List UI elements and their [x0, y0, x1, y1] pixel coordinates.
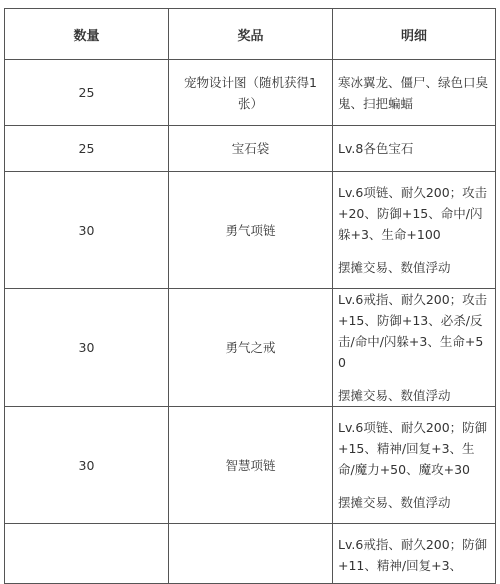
quantity-cell: 25 — [5, 60, 169, 126]
detail-cell — [333, 524, 496, 584]
table-row — [5, 172, 496, 289]
prize-cell: 智慧项链 — [169, 407, 333, 524]
prize-cell — [169, 524, 333, 584]
detail-cell — [333, 172, 496, 289]
detail-text: Lv.6戒指、耐久200；攻击+15、防御+13、必杀/反击/命中/闪躲+3、生命+50 — [338, 292, 488, 370]
prize-cell: 勇气项链 — [169, 172, 333, 289]
table-row — [5, 126, 496, 172]
reward-table — [4, 8, 496, 584]
table-row — [5, 289, 496, 407]
header-prize: 奖品 — [169, 9, 333, 60]
detail-text: Lv.8各色宝石 — [338, 141, 414, 156]
quantity-cell: 30 — [5, 172, 169, 289]
header-quantity: 数量 — [5, 9, 169, 60]
quantity-cell — [5, 524, 169, 584]
detail-note: 摆摊交易、数值浮动 — [338, 388, 451, 403]
detail-note: 摆摊交易、数值浮动 — [338, 495, 451, 510]
detail-text: Lv.6项链、耐久200；防御+15、精神/回复+3、生命/魔力+50、魔攻+30 — [338, 420, 488, 477]
detail-cell — [333, 407, 496, 524]
detail-text: Lv.6项链、耐久200；攻击+20、防御+15、命中/闪躲+3、生命+100 — [338, 185, 488, 242]
detail-text: 寒冰翼龙、僵尸、绿色口臭鬼、扫把蝙蝠 — [338, 74, 489, 111]
detail-text: Lv.6戒指、耐久200；防御+11、精神/回复+3、 — [338, 537, 488, 573]
detail-cell — [333, 126, 496, 172]
prize-cell: 宝石袋 — [169, 126, 333, 172]
table-row — [5, 524, 496, 584]
quantity-cell: 25 — [5, 126, 169, 172]
quantity-cell: 30 — [5, 289, 169, 407]
table-row — [5, 60, 496, 126]
quantity-cell: 30 — [5, 407, 169, 524]
table-header-row — [5, 9, 496, 60]
prize-cell: 勇气之戒 — [169, 289, 333, 407]
header-detail: 明细 — [333, 9, 496, 60]
detail-cell — [333, 60, 496, 126]
detail-cell — [333, 289, 496, 407]
prize-cell: 宠物设计图（随机获得1张） — [169, 60, 333, 126]
detail-note: 摆摊交易、数值浮动 — [338, 260, 451, 275]
table-row — [5, 407, 496, 524]
